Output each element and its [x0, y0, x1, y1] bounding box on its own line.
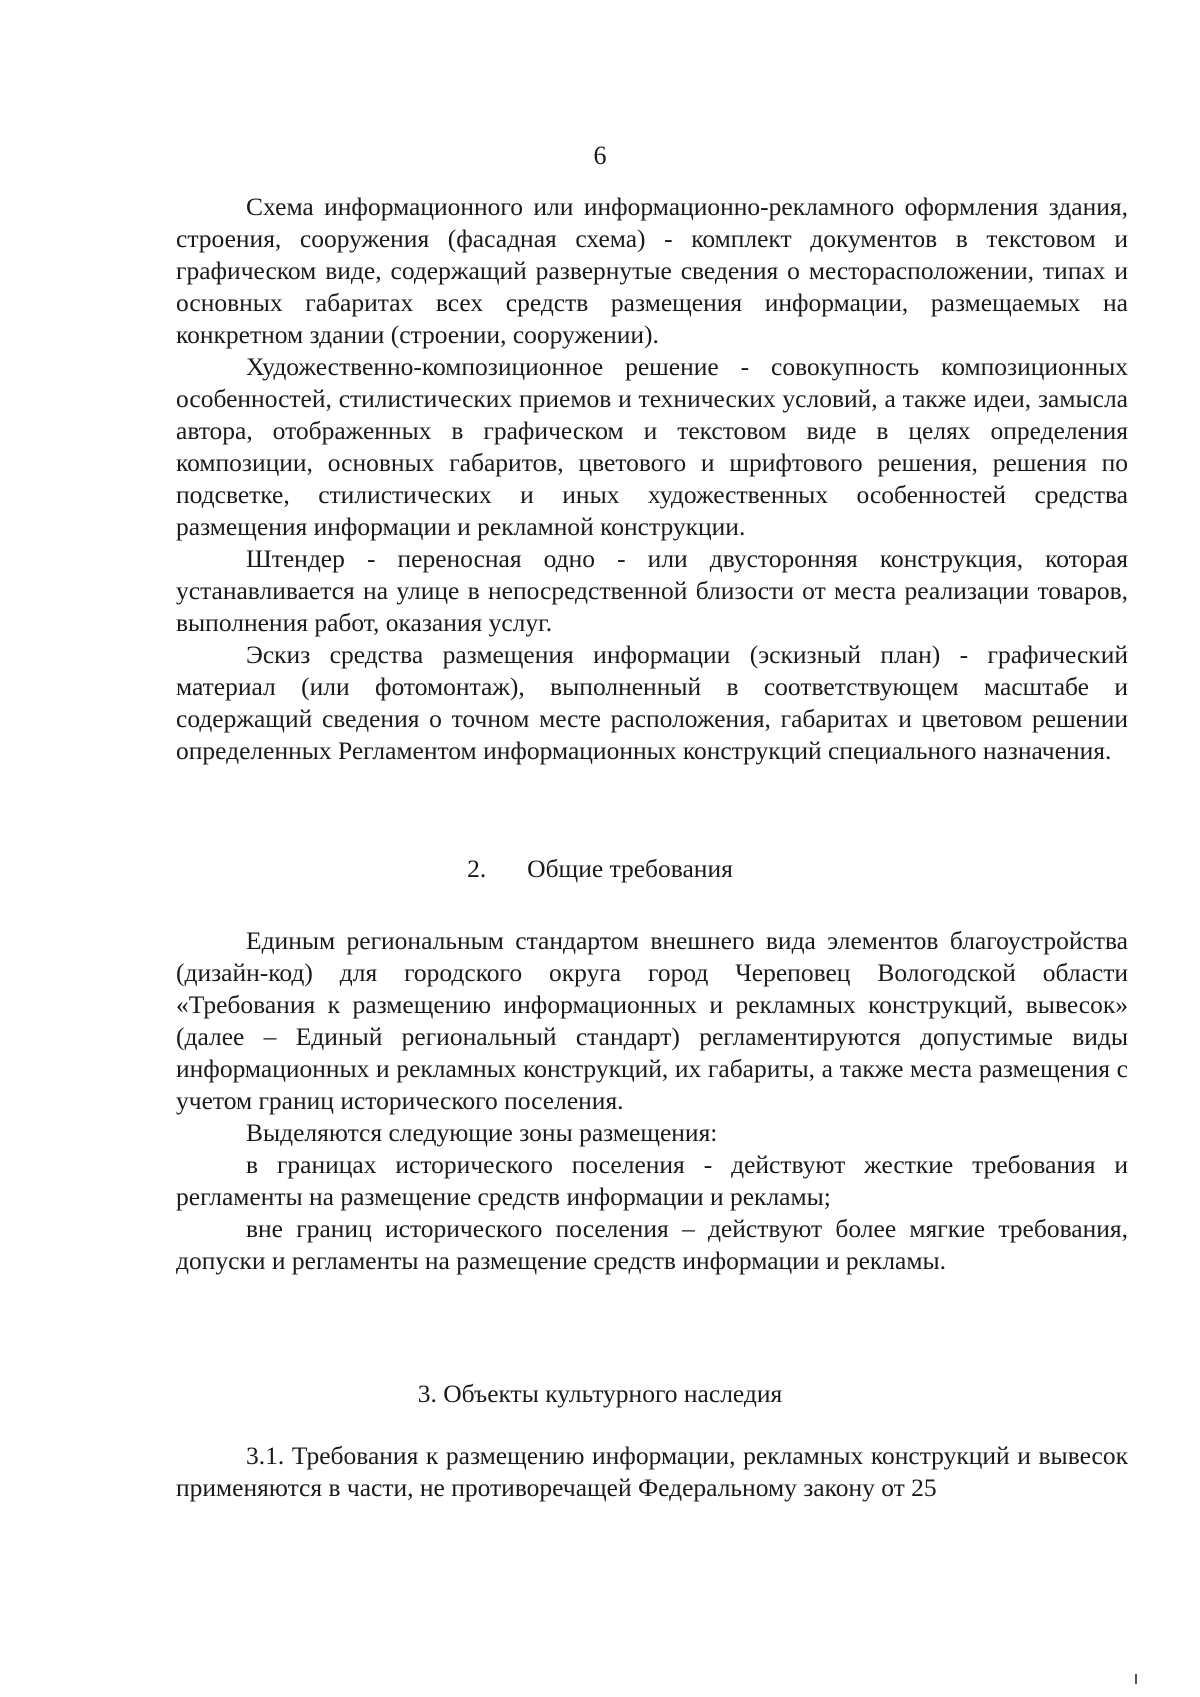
paragraph-artistic-solution: Художественно-композиционное решение - совокупность композиционных особенностей, стилистических приемов и технических условий, а также идеи, замысла автора, отображенных в графическом и текстовом виде в целях определения композиции, основных габаритов, цветового и шрифтового решения, решения по подсветке, стилистических и иных художественных особенностей средства размещения информации и рекламной конструкции. [176, 352, 1128, 541]
scan-mark [1135, 1674, 1137, 1684]
section-2-title: Общие требования [527, 854, 733, 883]
section-3-heading: 3. Объекты культурного наследия [417, 1379, 783, 1408]
cultural-heritage-block [176, 1440, 1128, 1504]
paragraph-facade-scheme: Схема информационного или информационно-рекламного оформления здания, строения, сооружения (фасадная схема) - комплект документов в текстовом и графическом виде, содержащий развернутые сведения о месторасположении, типах и основных габаритах всех средств размещения информации, размещаемых на конкретном здании (строении, сооружении). [176, 192, 1128, 349]
paragraph-sketch: Эскиз средства размещения информации (эскизный план) - графический материал (или фотомонтаж), выполненный в соответствующем масштабе и содержащий сведения о точном месте расположения, габаритах и цветовом решении определенных Регламентом информационных конструкций специального назначения. [176, 640, 1128, 765]
section-2-number: 2. [467, 854, 487, 883]
paragraph-regional-standard: Единым региональным стандартом внешнего вида элементов благоустройства (дизайн-код) для городского округа город Череповец Вологодской области «Требования к размещению информационных и рекламных конструкций, вывесок» (далее – Единый региональный стандарт) регламентируются допустимые виды информационных и рекламных конструкций, их габариты, а также места размещения с учетом границ исторического поселения. [176, 926, 1128, 1115]
paragraph-3-1: 3.1. Требования к размещению информации, рекламных конструкций и вывесок применяются в части, не противоречащей Федеральному закону от 25 [176, 1441, 1128, 1502]
paragraph-zone-inside: в границах исторического поселения - действуют жесткие требования и регламенты на размещение средств информации и рекламы; [176, 1150, 1128, 1211]
paragraph-zones-intro: Выделяются следующие зоны размещения: [246, 1118, 718, 1147]
paragraph-shtender: Штендер - переносная одно - или двусторонняя конструкция, которая устанавливается на улице в непосредственной близости от места реализации товаров, выполнения работ, оказания услуг. [176, 544, 1128, 637]
general-requirements-block [176, 925, 1128, 1277]
paragraph-zone-outside: вне границ исторического поселения – действуют более мягкие требования, допуски и регламенты на размещение средств информации и рекламы. [176, 1214, 1128, 1275]
section-2-heading [0, 853, 1200, 885]
definitions-block [176, 191, 1128, 767]
page-number: 6 [593, 141, 607, 170]
